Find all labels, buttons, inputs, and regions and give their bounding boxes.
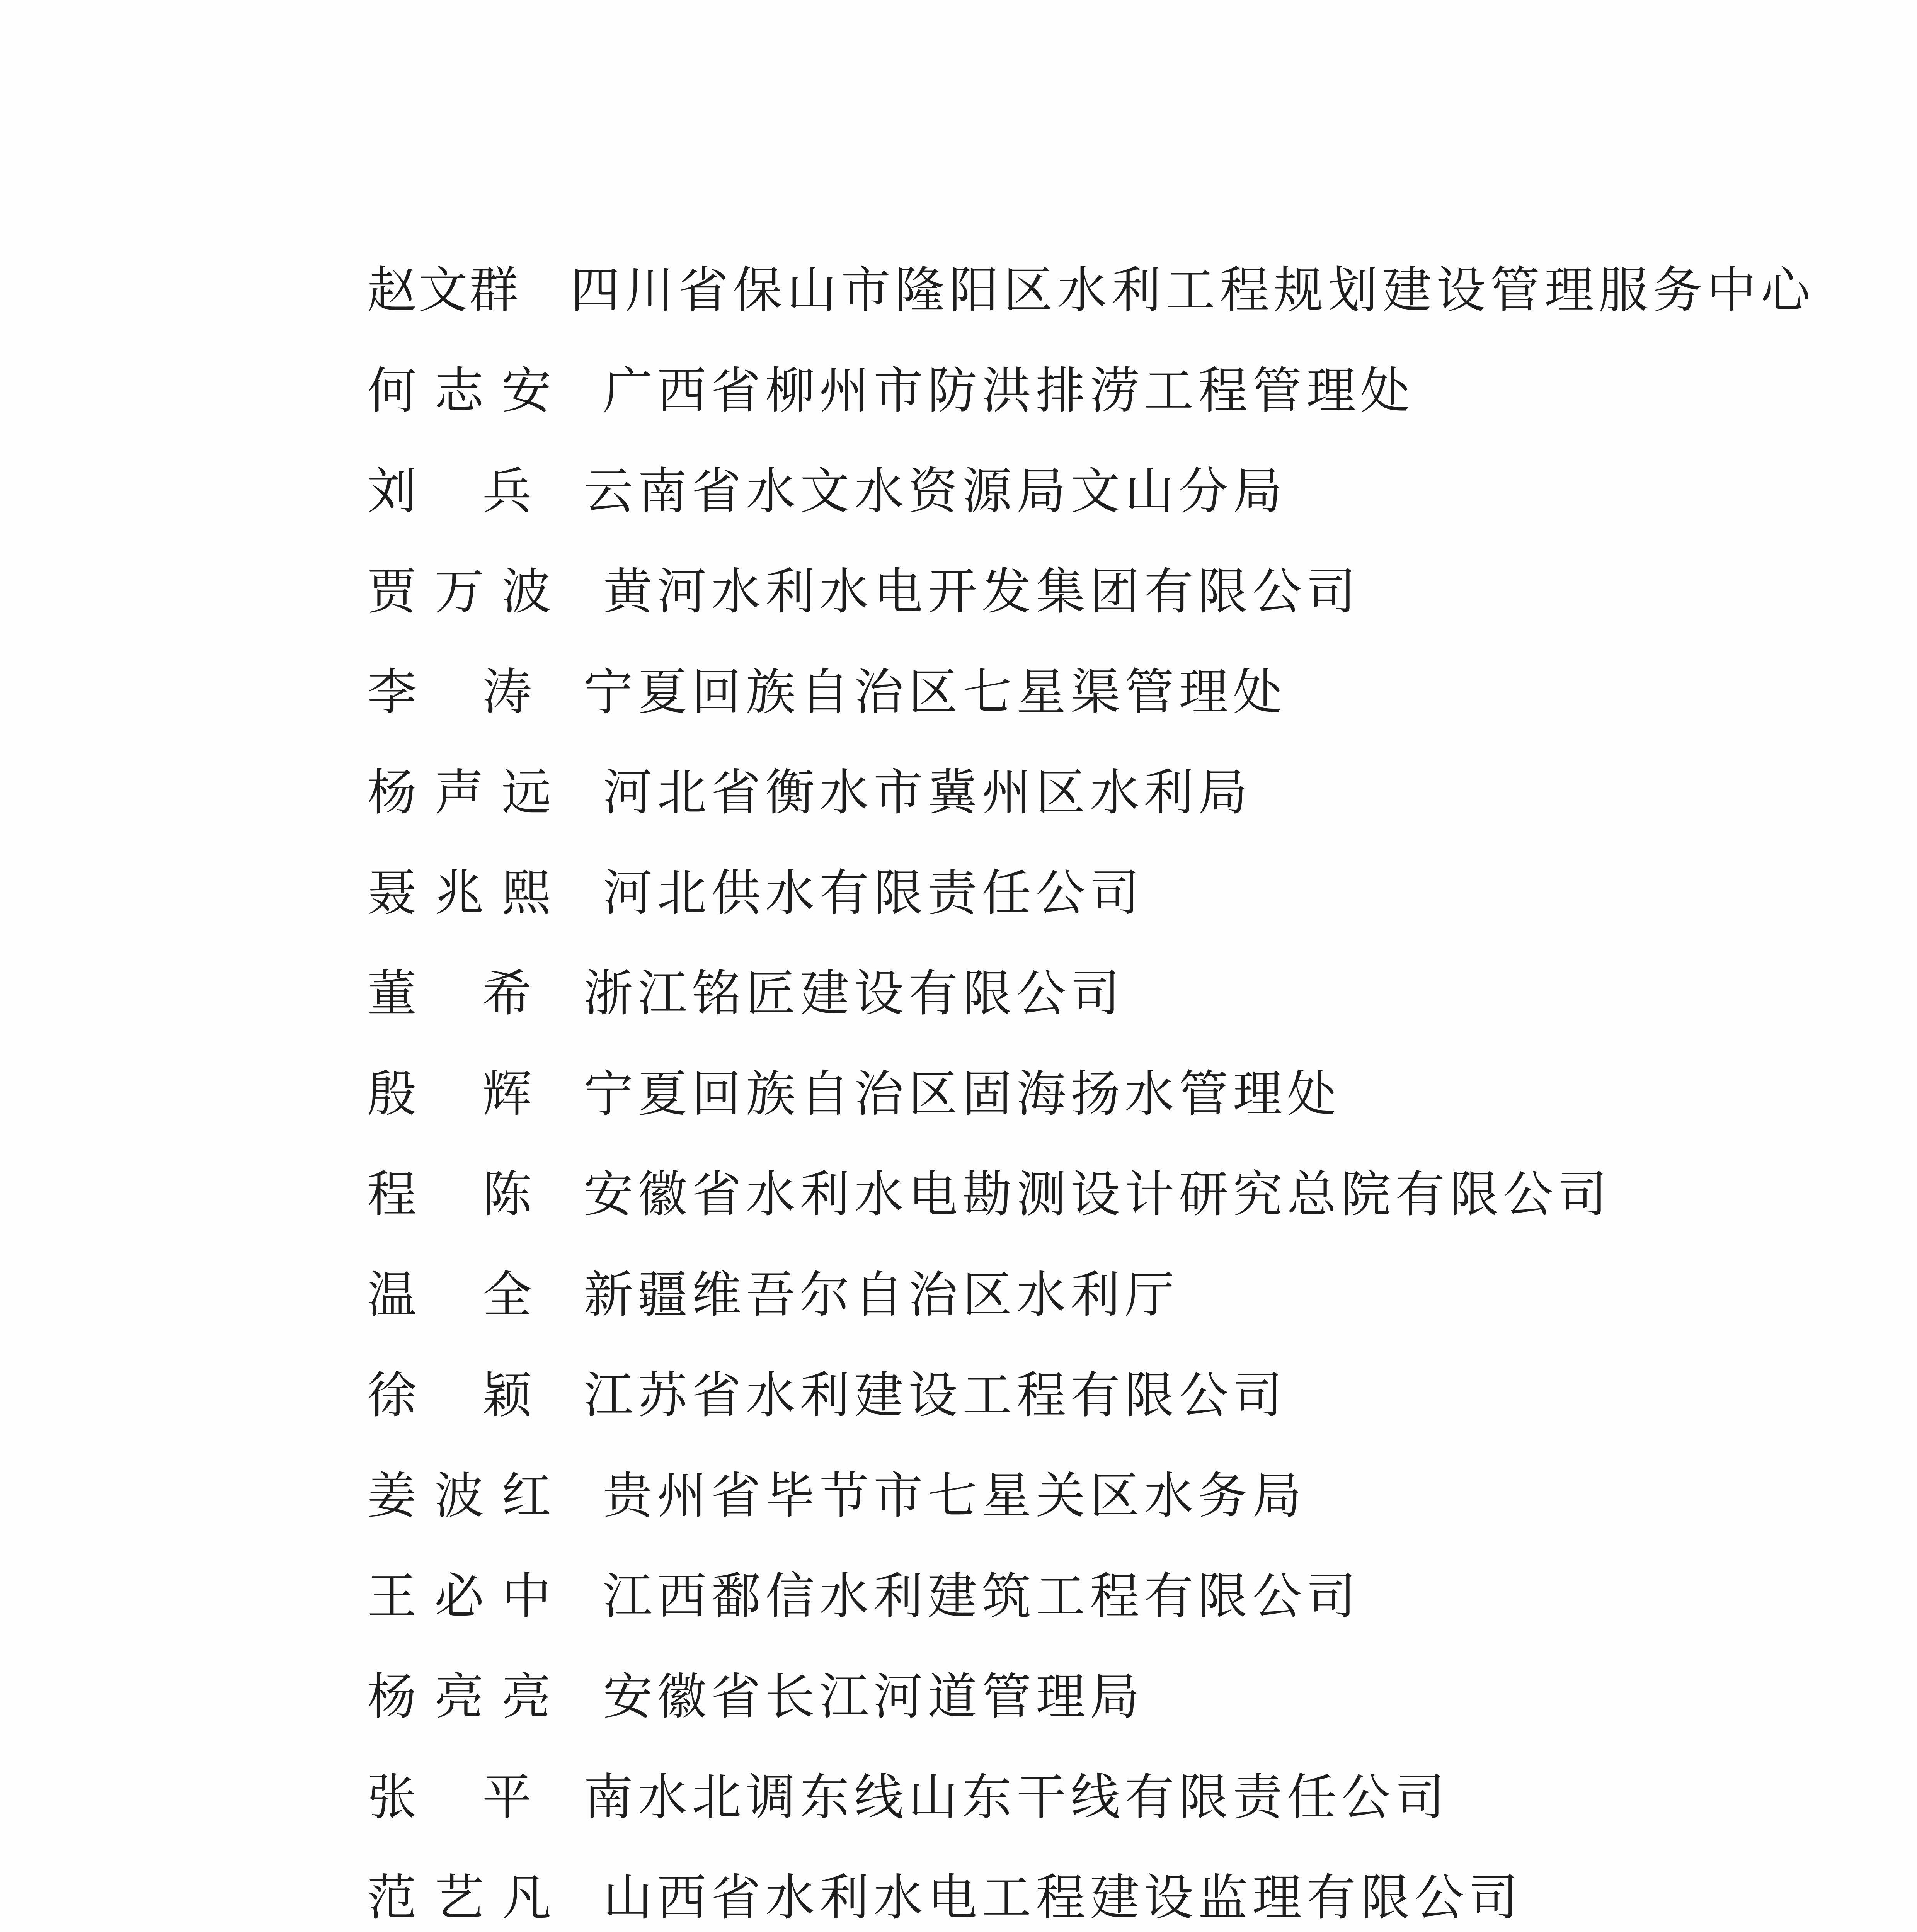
organization-name: 河北供水有限责任公司 <box>603 864 1144 922</box>
organization-name: 宁夏回族自治区固海扬水管理处 <box>584 1065 1342 1123</box>
person-name: 张 平 <box>367 1769 533 1826</box>
list-item <box>367 638 1643 738</box>
person-name: 范 艺 凡 <box>367 1869 553 1927</box>
list-item <box>367 738 1643 838</box>
list-item <box>367 1039 1643 1140</box>
organization-name: 云南省水文水资源局文山分局 <box>584 463 1287 520</box>
list-item <box>367 838 1643 939</box>
list-item <box>367 1542 1643 1642</box>
organization-name: 黄河水利水电开发集团有限公司 <box>603 563 1361 621</box>
list-item <box>367 1642 1643 1743</box>
list-item <box>367 1341 1643 1441</box>
person-name: 徐 颖 <box>367 1367 533 1424</box>
organization-name: 江西鄱信水利建筑工程有限公司 <box>603 1568 1361 1625</box>
list-item <box>367 1140 1643 1240</box>
organization-name: 四川省保山市隆阳区水利工程规划建设管理服务中心 <box>570 262 1815 319</box>
person-name: 赵 文 群 <box>367 262 521 319</box>
list-item <box>367 1843 1643 1932</box>
organization-name: 江苏省水利建设工程有限公司 <box>584 1367 1287 1424</box>
organization-name: 宁夏回族自治区七星渠管理处 <box>584 663 1287 721</box>
organization-name: 浙江铭匠建设有限公司 <box>584 965 1125 1022</box>
person-name: 姜 波 红 <box>367 1467 553 1525</box>
person-name: 杨 声 远 <box>367 764 553 821</box>
list-item <box>367 236 1815 336</box>
person-name: 贾 万 波 <box>367 563 553 621</box>
person-name: 董 希 <box>367 965 533 1022</box>
list-item <box>367 437 1643 537</box>
person-name: 殷 辉 <box>367 1065 533 1123</box>
organization-name: 河北省衡水市冀州区水利局 <box>603 764 1253 821</box>
organization-name: 山西省水利水电工程建设监理有限公司 <box>603 1869 1523 1927</box>
personnel-list <box>367 236 1815 1932</box>
organization-name: 新疆维吾尔自治区水利厅 <box>584 1266 1179 1324</box>
organization-name: 广西省柳州市防洪排涝工程管理处 <box>603 362 1415 420</box>
person-name: 刘 兵 <box>367 463 533 520</box>
person-name: 王 必 中 <box>367 1568 553 1625</box>
organization-name: 贵州省毕节市七星关区水务局 <box>603 1467 1307 1525</box>
list-item <box>367 939 1643 1039</box>
person-name: 李 涛 <box>367 663 533 721</box>
list-item <box>367 1240 1643 1341</box>
list-item <box>367 1441 1643 1542</box>
list-item <box>367 1743 1643 1843</box>
person-name: 温 全 <box>367 1266 533 1324</box>
organization-name: 安徽省长江河道管理局 <box>603 1668 1144 1726</box>
person-name: 杨 亮 亮 <box>367 1668 553 1726</box>
person-name: 聂 兆 熙 <box>367 864 553 922</box>
person-name: 程 陈 <box>367 1166 533 1223</box>
list-item <box>367 537 1643 638</box>
organization-name: 南水北调东线山东干线有限责任公司 <box>584 1769 1450 1826</box>
person-name: 何 志 安 <box>367 362 553 420</box>
organization-name: 安徽省水利水电勘测设计研究总院有限公司 <box>584 1166 1612 1223</box>
list-item <box>367 336 1643 437</box>
